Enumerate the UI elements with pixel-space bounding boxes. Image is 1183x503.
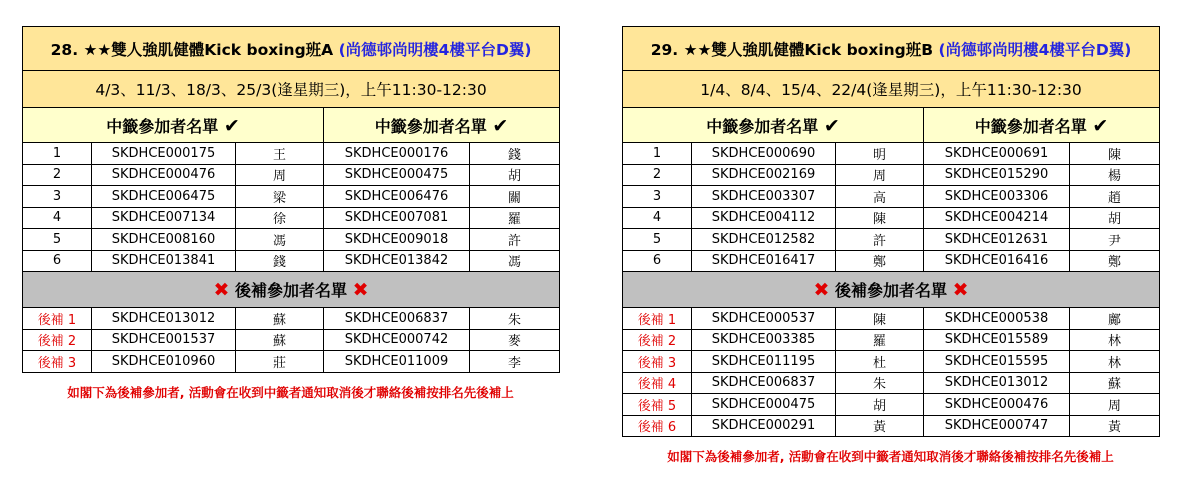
partner-surname-cell: 羅 (470, 207, 560, 229)
member-id-cell: SKDHCE008160 (92, 229, 236, 251)
member-id-cell: SKDHCE002169 (692, 164, 836, 186)
waitlist-rank-cell: 後補 1 (23, 308, 92, 330)
waitlist-rank-cell: 後補 2 (23, 329, 92, 351)
member-id-cell: SKDHCE000291 (692, 415, 836, 437)
surname-cell: 羅 (836, 329, 924, 351)
winner-row (23, 229, 560, 251)
surname-cell: 高 (836, 186, 924, 208)
winner-row (623, 229, 1160, 251)
participant-table (22, 26, 560, 373)
member-id-cell: SKDHCE001537 (92, 329, 236, 351)
winners-header-left (623, 108, 924, 143)
winner-row (23, 207, 560, 229)
class-location: (尚德邨尚明樓4樓平台D翼) (338, 40, 532, 59)
surname-cell: 錢 (236, 250, 324, 272)
winner-row (23, 250, 560, 272)
waitlist-rank-cell: 後補 2 (623, 329, 692, 351)
member-id-cell: SKDHCE000475 (692, 394, 836, 416)
partner-id-cell: SKDHCE012631 (924, 229, 1070, 251)
member-id-cell: SKDHCE016417 (692, 250, 836, 272)
waitlist-row (23, 351, 560, 373)
partner-id-cell: SKDHCE011009 (324, 351, 470, 373)
rank-cell: 5 (623, 229, 692, 251)
checkmark-icon: ✔ (223, 114, 240, 137)
waitlist-row (623, 372, 1160, 394)
partner-surname-cell: 胡 (470, 164, 560, 186)
waitlist-row (23, 329, 560, 351)
waitlist-row (23, 308, 560, 330)
partner-surname-cell: 鄭 (1070, 250, 1160, 272)
rank-cell: 3 (23, 186, 92, 208)
waitlist-rank-cell: 後補 1 (623, 308, 692, 330)
rank-cell: 3 (623, 186, 692, 208)
cross-icon: ✖ (213, 279, 230, 301)
partner-id-cell: SKDHCE000747 (924, 415, 1070, 437)
waitlist-header (23, 272, 560, 308)
partner-id-cell: SKDHCE015595 (924, 351, 1070, 373)
member-id-cell: SKDHCE012582 (692, 229, 836, 251)
waitlist-row (623, 308, 1160, 330)
surname-cell: 黃 (836, 415, 924, 437)
partner-surname-cell: 錢 (470, 143, 560, 165)
rank-cell: 1 (23, 143, 92, 165)
member-id-cell: SKDHCE000690 (692, 143, 836, 165)
rank-cell: 4 (623, 207, 692, 229)
waitlist-row (623, 351, 1160, 373)
partner-surname-cell: 周 (1070, 394, 1160, 416)
surname-cell: 蘇 (236, 329, 324, 351)
surname-cell: 周 (836, 164, 924, 186)
partner-surname-cell: 尹 (1070, 229, 1160, 251)
cross-icon: ✖ (813, 279, 830, 301)
partner-surname-cell: 麥 (470, 329, 560, 351)
partner-id-cell: SKDHCE007081 (324, 207, 470, 229)
surname-cell: 朱 (836, 372, 924, 394)
member-id-cell: SKDHCE006475 (92, 186, 236, 208)
class-title (623, 27, 1160, 71)
member-id-cell: SKDHCE003307 (692, 186, 836, 208)
surname-cell: 胡 (836, 394, 924, 416)
surname-cell: 馮 (236, 229, 324, 251)
surname-cell: 蘇 (236, 308, 324, 330)
cross-icon: ✖ (952, 279, 969, 301)
rank-cell: 2 (623, 164, 692, 186)
waitlist-note: 如閣下為後補參加者, 活動會在收到中籤者通知取消後才聯絡後補按排名先後補上 (667, 449, 1114, 464)
member-id-cell: SKDHCE011195 (692, 351, 836, 373)
partner-id-cell: SKDHCE000691 (924, 143, 1070, 165)
partner-id-cell: SKDHCE004214 (924, 207, 1070, 229)
surname-cell: 明 (836, 143, 924, 165)
member-id-cell: SKDHCE004112 (692, 207, 836, 229)
waitlist-note: 如閣下為後補參加者, 活動會在收到中籤者通知取消後才聯絡後補按排名先後補上 (67, 384, 514, 400)
member-id-cell: SKDHCE003385 (692, 329, 836, 351)
winners-header-label: 中籤參加者名單 (706, 116, 819, 136)
rank-cell: 2 (23, 164, 92, 186)
partner-id-cell: SKDHCE000742 (324, 329, 470, 351)
member-id-cell: SKDHCE010960 (92, 351, 236, 373)
surname-cell: 徐 (236, 207, 324, 229)
winners-header-left (23, 108, 324, 143)
class-title (23, 27, 560, 71)
member-id-cell: SKDHCE000175 (92, 143, 236, 165)
rank-cell: 1 (623, 143, 692, 165)
cross-icon: ✖ (352, 279, 369, 301)
winners-header-label: 中籤參加者名單 (374, 116, 487, 136)
partner-surname-cell: 楊 (1070, 164, 1160, 186)
surname-cell: 陳 (836, 308, 924, 330)
winners-header-right (924, 108, 1160, 143)
winner-row (623, 143, 1160, 165)
surname-cell: 陳 (836, 207, 924, 229)
partner-surname-cell: 李 (470, 351, 560, 373)
partner-id-cell: SKDHCE000176 (324, 143, 470, 165)
waitlist-rank-cell: 後補 3 (623, 351, 692, 373)
winners-header-label: 中籤參加者名單 (106, 116, 219, 136)
waitlist-rank-cell: 後補 3 (23, 351, 92, 373)
partner-surname-cell: 林 (1070, 351, 1160, 373)
member-id-cell: SKDHCE000476 (92, 164, 236, 186)
waitlist-row (623, 329, 1160, 351)
class-schedule: 1/4、8/4、15/4、22/4(逢星期三)，上午11:30-12:30 (623, 71, 1160, 108)
rank-cell: 5 (23, 229, 92, 251)
partner-id-cell: SKDHCE013012 (924, 372, 1070, 394)
checkmark-icon: ✔ (1092, 114, 1109, 137)
winner-row (623, 186, 1160, 208)
partner-id-cell: SKDHCE000538 (924, 308, 1070, 330)
class-a-panel (22, 26, 559, 401)
surname-cell: 鄭 (836, 250, 924, 272)
partner-surname-cell: 黃 (1070, 415, 1160, 437)
checkmark-icon: ✔ (823, 114, 840, 137)
waitlist-rank-cell: 後補 4 (623, 372, 692, 394)
partner-surname-cell: 許 (470, 229, 560, 251)
waitlist-header-label: 後補參加者名單 (235, 281, 348, 300)
surname-cell: 周 (236, 164, 324, 186)
waitlist-header (623, 272, 1160, 308)
member-id-cell: SKDHCE006837 (692, 372, 836, 394)
winner-row (623, 207, 1160, 229)
partner-surname-cell: 趙 (1070, 186, 1160, 208)
partner-surname-cell: 胡 (1070, 207, 1160, 229)
partner-id-cell: SKDHCE016416 (924, 250, 1070, 272)
class-schedule: 4/3、11/3、18/3、25/3(逢星期三)，上午11:30-12:30 (23, 71, 560, 108)
partner-id-cell: SKDHCE003306 (924, 186, 1070, 208)
partner-surname-cell: 關 (470, 186, 560, 208)
member-id-cell: SKDHCE000537 (692, 308, 836, 330)
surname-cell: 王 (236, 143, 324, 165)
class-b-panel (622, 26, 1159, 465)
partner-id-cell: SKDHCE006837 (324, 308, 470, 330)
partner-id-cell: SKDHCE013842 (324, 250, 470, 272)
winners-header-label: 中籤參加者名單 (974, 116, 1087, 136)
surname-cell: 莊 (236, 351, 324, 373)
partner-id-cell: SKDHCE000475 (324, 164, 470, 186)
partner-id-cell: SKDHCE015290 (924, 164, 1070, 186)
class-name: 28. ★★雙人強肌健體Kick boxing班A (50, 40, 334, 59)
waitlist-rank-cell: 後補 5 (623, 394, 692, 416)
winner-row (623, 164, 1160, 186)
checkmark-icon: ✔ (492, 114, 509, 137)
winner-row (23, 143, 560, 165)
member-id-cell: SKDHCE007134 (92, 207, 236, 229)
partner-surname-cell: 林 (1070, 329, 1160, 351)
surname-cell: 杜 (836, 351, 924, 373)
member-id-cell: SKDHCE013841 (92, 250, 236, 272)
waitlist-row (623, 415, 1160, 437)
surname-cell: 梁 (236, 186, 324, 208)
partner-surname-cell: 朱 (470, 308, 560, 330)
partner-surname-cell: 鄺 (1070, 308, 1160, 330)
rank-cell: 6 (623, 250, 692, 272)
class-location: (尚德邨尚明樓4樓平台D翼) (938, 40, 1132, 59)
partner-id-cell: SKDHCE006476 (324, 186, 470, 208)
partner-id-cell: SKDHCE009018 (324, 229, 470, 251)
partner-id-cell: SKDHCE000476 (924, 394, 1070, 416)
waitlist-row (623, 394, 1160, 416)
winner-row (23, 164, 560, 186)
winners-header-right (324, 108, 560, 143)
winner-row (23, 186, 560, 208)
rank-cell: 4 (23, 207, 92, 229)
surname-cell: 許 (836, 229, 924, 251)
participant-table (622, 26, 1160, 437)
winner-row (623, 250, 1160, 272)
partner-id-cell: SKDHCE015589 (924, 329, 1070, 351)
class-name: 29. ★★雙人強肌健體Kick boxing班B (650, 40, 934, 59)
partner-surname-cell: 陳 (1070, 143, 1160, 165)
waitlist-rank-cell: 後補 6 (623, 415, 692, 437)
rank-cell: 6 (23, 250, 92, 272)
partner-surname-cell: 馮 (470, 250, 560, 272)
waitlist-header-label: 後補參加者名單 (835, 281, 948, 300)
partner-surname-cell: 蘇 (1070, 372, 1160, 394)
member-id-cell: SKDHCE013012 (92, 308, 236, 330)
